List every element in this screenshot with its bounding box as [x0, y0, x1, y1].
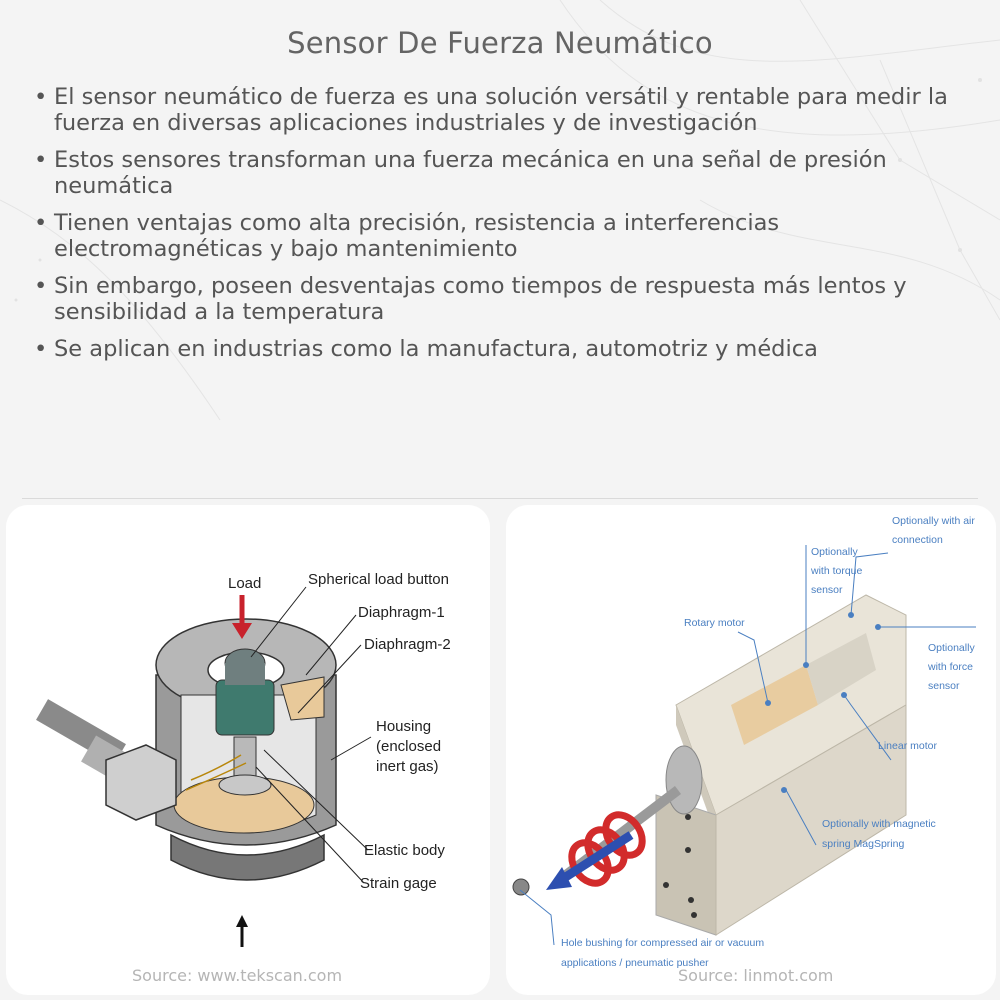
section-divider	[22, 498, 978, 499]
bullet-item: • El sensor neumático de fuerza es una solución versátil y rentable para medir la fuerza en diversas aplicaciones industriales y de investigación	[34, 84, 964, 136]
label-torque-sensor-line2: with torque	[811, 565, 863, 577]
label-magnetic-spring-line2: spring MagSpring	[822, 838, 905, 850]
reaction-arrow-icon	[236, 915, 248, 947]
label-strain-gage: Strain gage	[360, 875, 437, 892]
bullet-item: • Sin embargo, poseen desventajas como tiempos de respuesta más lentos y sensibilidad a la temperatura	[34, 273, 964, 325]
load-cell-diagram	[6, 505, 490, 995]
label-hole-bushing: Hole bushing for compressed air or vacuum	[561, 937, 765, 949]
load-cell-diagram-card	[6, 505, 490, 995]
label-force-sensor: Optionally	[928, 642, 975, 654]
label-elastic-body: Elastic body	[364, 842, 445, 859]
label-housing: Housing	[376, 718, 432, 735]
label-rotary-motor: Rotary motor	[684, 617, 745, 629]
page-title: Sensor De Fuerza Neumático	[287, 26, 713, 60]
label-air-connection: Optionally with air	[892, 515, 975, 527]
linear-motor-diagram	[506, 505, 996, 995]
label-torque-sensor: Optionally	[811, 546, 858, 558]
label-linear-motor: Linear motor	[878, 740, 937, 752]
bullet-item: • Estos sensores transforman una fuerza mecánica en una señal de presión neumática	[34, 147, 964, 199]
bullet-item: • Tienen ventajas como alta precisión, resistencia a interferencias electromagnéticas y bajo mantenimiento	[34, 210, 964, 262]
label-housing-line3: inert gas)	[376, 758, 439, 775]
image-source: Source: linmot.com	[678, 966, 834, 985]
label-spherical-load-button: Spherical load button	[308, 571, 449, 588]
label-housing-line2: (enclosed	[376, 738, 442, 755]
label-torque-sensor-line3: sensor	[811, 584, 843, 596]
label-diaphragm-2: Diaphragm-2	[364, 636, 451, 653]
label-air-connection-line2: connection	[892, 534, 943, 546]
bullet-item: • Se aplican en industrias como la manufactura, automotriz y médica	[34, 336, 964, 362]
label-load: Load	[228, 575, 262, 592]
linear-motor-diagram-card	[506, 505, 996, 995]
label-force-sensor-line3: sensor	[928, 680, 960, 692]
bullet-list	[34, 84, 964, 373]
image-source: Source: www.tekscan.com	[132, 966, 343, 985]
label-hole-bushing-line2: applications / pneumatic pusher	[561, 957, 709, 969]
label-force-sensor-line2: with force	[928, 661, 973, 673]
label-magnetic-spring: Optionally with magnetic	[822, 818, 936, 830]
label-diaphragm-1: Diaphragm-1	[358, 604, 445, 621]
